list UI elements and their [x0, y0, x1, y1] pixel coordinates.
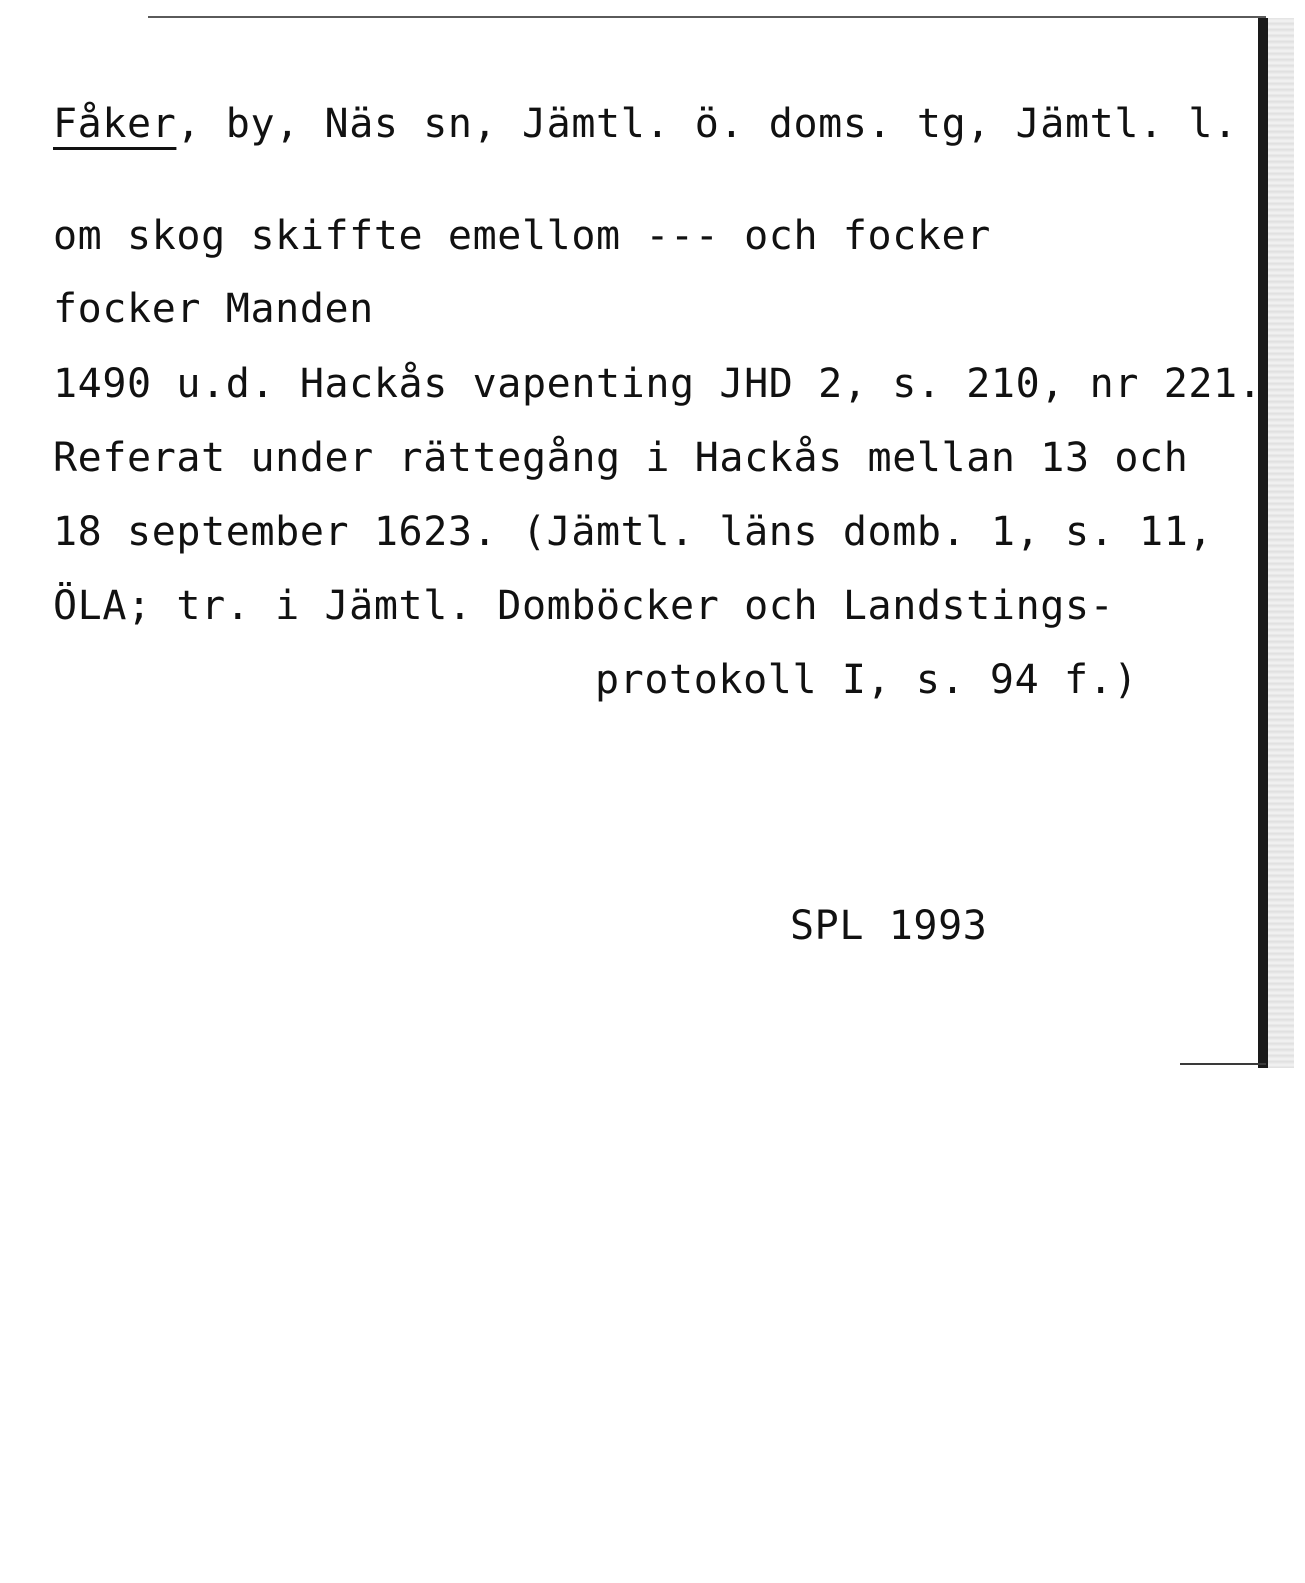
card-top-border	[148, 16, 1266, 18]
text-line: 18 september 1623. (Jämtl. läns domb. 1, s. 11,	[53, 509, 1214, 555]
card-edge-shadow	[1268, 18, 1294, 1068]
signature: SPL 1993	[790, 903, 988, 949]
card-heading	[53, 100, 1238, 148]
heading-place-name: Fåker	[53, 101, 177, 147]
text-line: om skog skiffte emellom --- och focker	[53, 213, 991, 259]
text-line: 1490 u.d. Hackås vapenting JHD 2, s. 210, nr 221.	[53, 361, 1263, 407]
text-line: focker Manden	[53, 286, 374, 332]
heading-description: , by, Näs sn, Jämtl. ö. doms. tg, Jämtl. l.	[176, 101, 1238, 147]
text-line: ÖLA; tr. i Jämtl. Domböcker och Landstings-	[53, 583, 1115, 629]
text-line: protokoll I, s. 94 f.)	[595, 657, 1139, 703]
text-line: Referat under rättegång i Hackås mellan 13 och	[53, 435, 1189, 481]
card-bottom-border	[1180, 1063, 1266, 1065]
card-right-border	[1258, 18, 1268, 1068]
